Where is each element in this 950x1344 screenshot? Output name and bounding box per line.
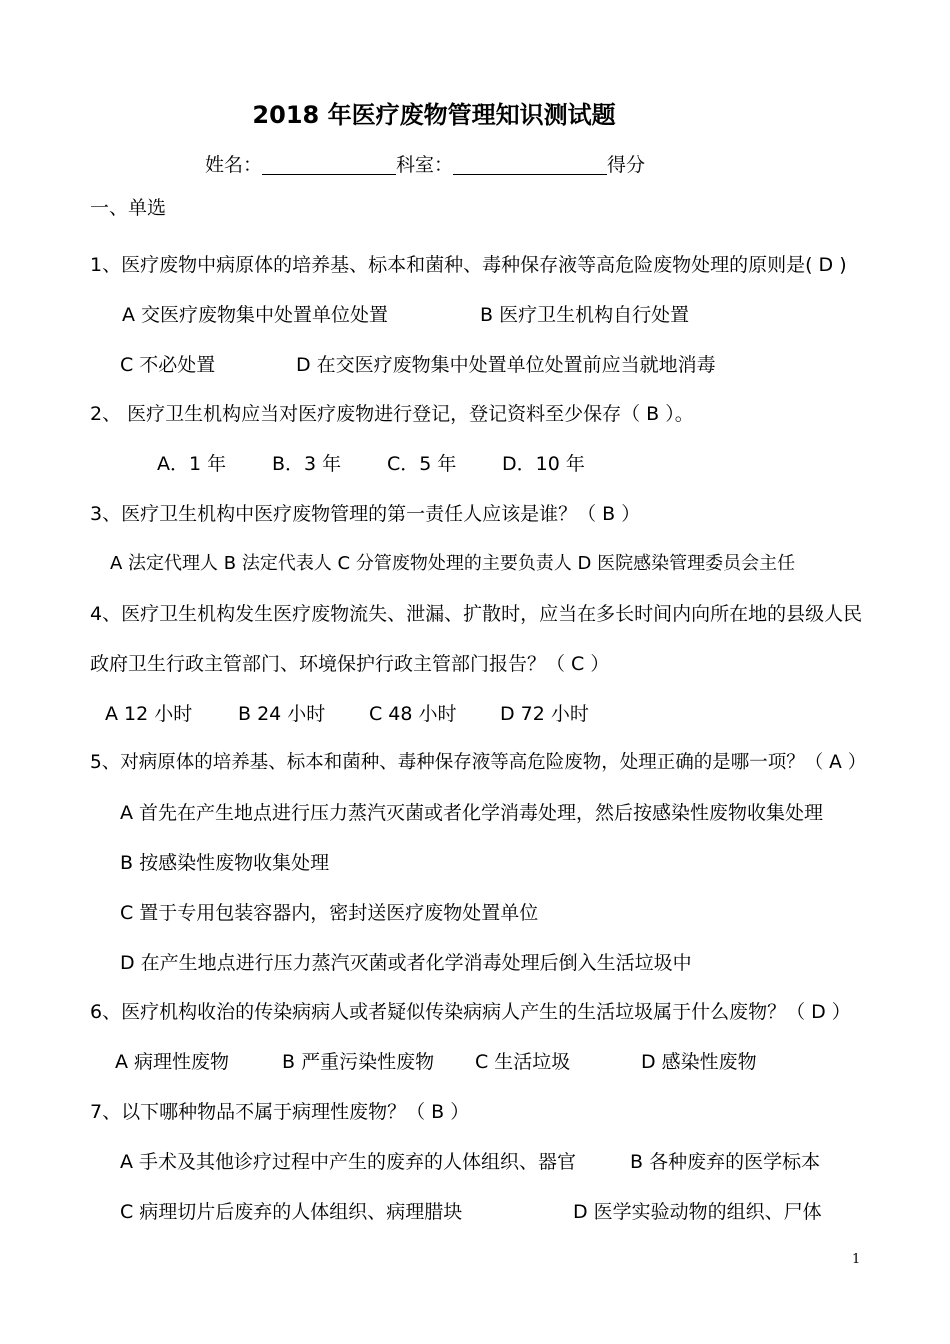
question-7: 7、以下哪种物品不属于病理性废物？（ B ） [90, 1101, 470, 1123]
q5-option-d: D 在产生地点进行压力蒸汽灭菌或者化学消毒处理后倒入生活垃圾中 [120, 952, 692, 974]
q7-option-a: A 手术及其他诊疗过程中产生的废弃的人体组织、器官 [120, 1151, 577, 1173]
dept-blank [453, 156, 607, 175]
question-1: 1、医疗废物中病原体的培养基、标本和菌种、毒种保存液等高危险废物处理的原则是( D ) [90, 254, 847, 276]
page-title: 2018 年医疗废物管理知识测试题 [252, 101, 616, 129]
q1-option-d: D 在交医疗废物集中处置单位处置前应当就地消毒 [296, 354, 716, 376]
q4-option-d: D 72 小时 [500, 703, 589, 725]
q7-option-c: C 病理切片后废弃的人体组织、病理腊块 [120, 1201, 463, 1223]
q1-option-c: C 不必处置 [120, 354, 216, 376]
q5-option-b: B 按感染性废物收集处理 [120, 852, 330, 874]
q2-option-c: C．5 年 [387, 453, 457, 475]
q1-option-b: B 医疗卫生机构自行处置 [480, 304, 690, 326]
q6-option-c: C 生活垃圾 [475, 1051, 571, 1073]
q4-option-c: C 48 小时 [369, 703, 457, 725]
q6-option-a: A 病理性废物 [115, 1051, 230, 1073]
q7-option-d: D 医学实验动物的组织、尸体 [573, 1201, 822, 1223]
question-2: 2、 医疗卫生机构应当对医疗废物进行登记，登记资料至少保存（ B ）。 [90, 403, 694, 425]
q1-option-a: A 交医疗废物集中处置单位处置 [122, 304, 389, 326]
question-5: 5、对病原体的培养基、标本和菌种、毒种保存液等高危险废物，处理正确的是哪一项？（ A ） [90, 752, 867, 773]
question-4-continued: 政府卫生行政主管部门、环境保护行政主管部门报告？（ C ） [90, 653, 610, 675]
name-blank [262, 156, 396, 175]
name-label: 姓名： [205, 154, 263, 176]
header-fields [205, 153, 645, 177]
q7-option-b: B 各种废弃的医学标本 [630, 1151, 821, 1173]
question-6: 6、医疗机构收治的传染病病人或者疑似传染病病人产生的生活垃圾属于什么废物？（ D ） [90, 1001, 851, 1023]
q6-option-b: B 严重污染性废物 [282, 1051, 435, 1073]
dept-label: 科室： [396, 154, 454, 176]
score-label: 得分 [607, 154, 646, 176]
q5-option-c: C 置于专用包装容器内，密封送医疗废物处置单位 [120, 902, 539, 924]
question-3: 3、医疗卫生机构中医疗废物管理的第一责任人应该是谁？（ B ） [90, 503, 641, 525]
q2-option-d: D．10 年 [502, 453, 585, 475]
section-heading: 一、单选 [90, 197, 167, 219]
question-4: 4、医疗卫生机构发生医疗废物流失、泄漏、扩散时，应当在多长时间内向所在地的县级人民 [90, 603, 863, 625]
q4-option-b: B 24 小时 [238, 703, 326, 725]
q2-option-a: A．1 年 [157, 453, 227, 475]
q2-option-b: B．3 年 [272, 453, 342, 475]
q6-option-d: D 感染性废物 [641, 1051, 757, 1073]
q3-options: A 法定代理人 B 法定代表人 C 分管废物处理的主要负责人 D 医院感染管理委员会主任 [110, 553, 796, 574]
q5-option-a: A 首先在产生地点进行压力蒸汽灭菌或者化学消毒处理，然后按感染性废物收集处理 [120, 802, 824, 824]
page-number: 1 [852, 1252, 861, 1267]
q4-option-a: A 12 小时 [105, 703, 193, 725]
